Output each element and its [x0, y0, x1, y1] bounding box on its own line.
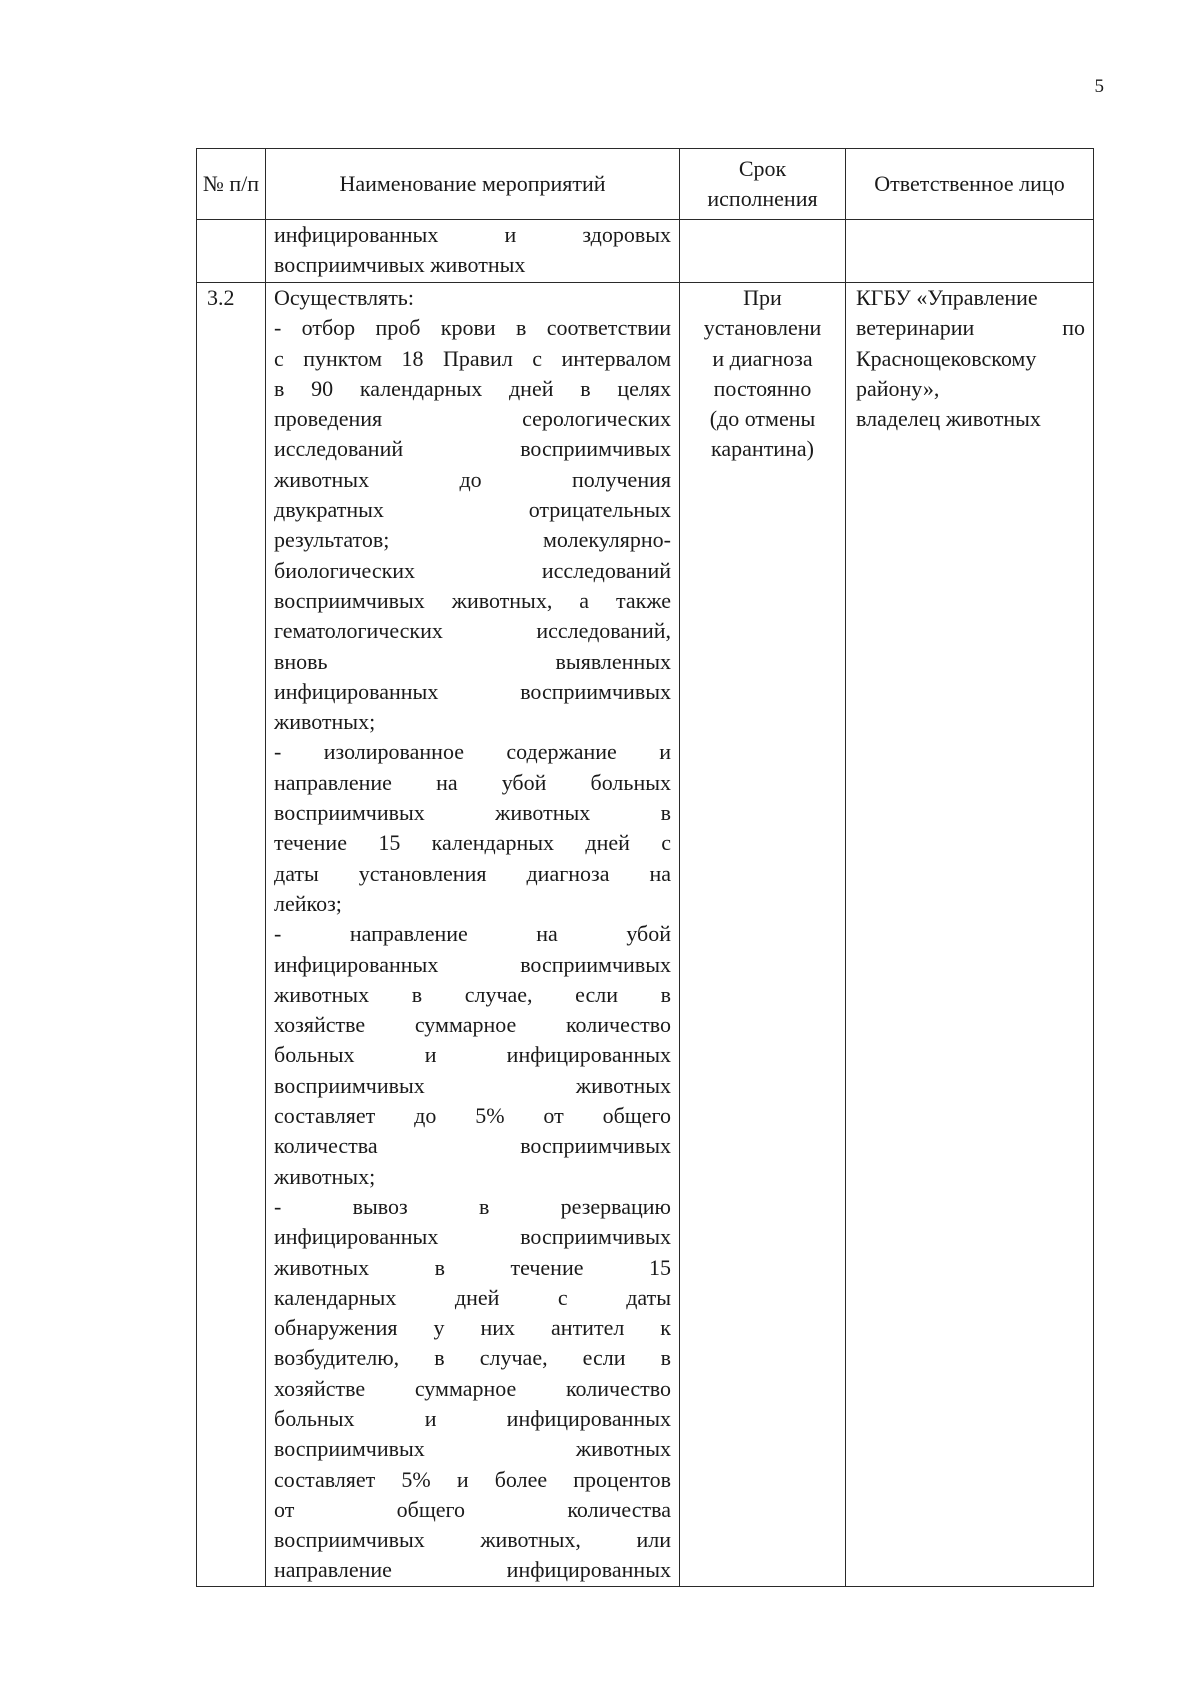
name-line: возбудителю, в случае, если в [274, 1345, 671, 1371]
cell-name [266, 283, 680, 1587]
name-line: животных; [274, 1163, 376, 1189]
header-term [680, 149, 846, 220]
name-line: результатов; молекулярно- [274, 527, 671, 553]
name-line: составляет 5% и более процентов [274, 1466, 671, 1492]
term-line: (до отмены [709, 406, 816, 432]
responsible-line: Краснощековскому [856, 345, 1037, 371]
responsible-line: ветеринарии по [856, 315, 1085, 341]
header-responsible [846, 149, 1094, 220]
cell-responsible [846, 283, 1094, 1587]
page-number: 5 [1094, 76, 1104, 97]
name-line: лейкоз; [274, 890, 342, 916]
term-line: карантина) [711, 436, 814, 462]
cell-num: 3.2 [197, 283, 266, 1587]
name-line: - изолированное содержание и [274, 739, 671, 765]
term-line: установлени [703, 315, 822, 341]
table-row-continuation [197, 220, 1094, 283]
cell-responsible [846, 220, 1094, 283]
name-line: течение 15 календарных дней с [274, 830, 671, 856]
name-line: больных и инфицированных [274, 1042, 671, 1068]
name-line: с пунктом 18 Правил с интервалом [274, 345, 671, 371]
name-line: биологических исследований [274, 557, 671, 583]
header-name [266, 149, 680, 220]
cell-term [680, 220, 846, 283]
name-line: двукратных отрицательных [274, 497, 671, 523]
name-line: инфицированных и здоровых [274, 222, 671, 247]
name-line: хозяйстве суммарное количество [274, 1375, 671, 1401]
name-line: животных в течение 15 [274, 1254, 671, 1280]
name-line: проведения серологических [274, 406, 671, 432]
header-term-text: Срок исполнения [707, 156, 818, 211]
name-line: календарных дней с даты [274, 1284, 671, 1310]
name-line: инфицированных восприимчивых [274, 1224, 671, 1250]
name-line: направление на убой больных [274, 769, 671, 795]
name-line: количества восприимчивых [274, 1133, 671, 1159]
cell-term [680, 283, 846, 1587]
name-lines [274, 283, 671, 1586]
name-line: животных; [274, 709, 376, 735]
name-line: восприимчивых животных, а также [274, 587, 671, 613]
name-line: от общего количества [274, 1496, 671, 1522]
responsible-line: владелец животных [856, 406, 1041, 432]
name-line: в 90 календарных дней в целях [274, 375, 671, 401]
name-line: больных и инфицированных [274, 1405, 671, 1431]
name-line: восприимчивых животных [274, 1072, 671, 1098]
name-line: направление инфицированных [274, 1557, 671, 1583]
name-line: - направление на убой [274, 921, 671, 947]
name-line: даты установления диагноза на [274, 860, 671, 886]
name-line: хозяйстве суммарное количество [274, 1012, 671, 1038]
term-line: При [743, 285, 782, 310]
name-line: обнаружения у них антител к [274, 1315, 671, 1341]
name-line: восприимчивых животных, или [274, 1527, 671, 1553]
responsible-line: КГБУ «Управление [856, 285, 1038, 310]
term-lines [682, 283, 843, 465]
name-line: животных до получения [274, 466, 671, 492]
table-row-3-2 [197, 283, 1094, 1587]
name-line: Осуществлять: [274, 285, 414, 310]
name-line: гематологических исследований, [274, 618, 671, 644]
responsible-line: району», [856, 375, 940, 401]
name-line: инфицированных восприимчивых [274, 678, 671, 704]
responsible-lines [856, 283, 1085, 434]
cell-name [266, 220, 680, 283]
name-line: инфицированных восприимчивых [274, 951, 671, 977]
header-name-text: Наименование мероприятий [339, 171, 606, 196]
name-line: животных в случае, если в [274, 981, 671, 1007]
name-line: - вывоз в резервацию [274, 1193, 671, 1219]
header-num-text: № п/п [202, 171, 260, 196]
measures-table [196, 148, 1094, 1587]
name-line: исследований восприимчивых [274, 436, 671, 462]
term-line: постоянно [713, 375, 812, 401]
cell-num [197, 220, 266, 283]
name-line: вновь выявленных [274, 648, 671, 674]
term-line: и диагноза [712, 345, 813, 371]
name-line: восприимчивых животных в [274, 800, 671, 826]
name-line: - отбор проб крови в соответствии [274, 315, 671, 341]
header-num [197, 149, 266, 220]
table-header-row [197, 149, 1094, 220]
name-line: восприимчивых животных [274, 1436, 671, 1462]
name-line: составляет до 5% от общего [274, 1103, 671, 1129]
name-line: восприимчивых животных [274, 252, 526, 278]
header-responsible-text: Ответственное лицо [874, 171, 1065, 196]
